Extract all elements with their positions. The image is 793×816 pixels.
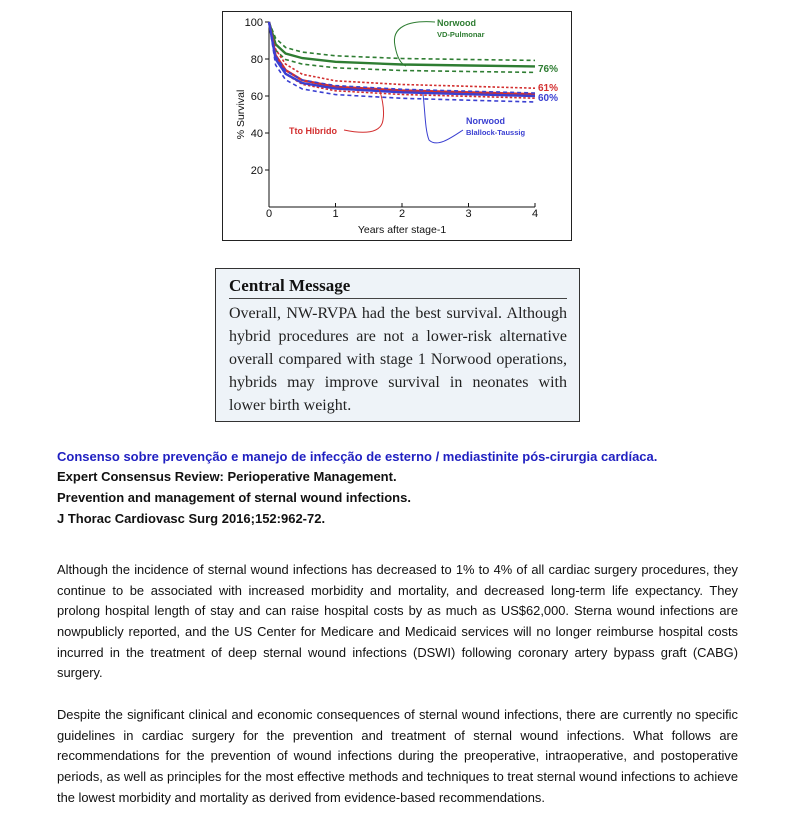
green-end-label: 76% <box>538 64 559 75</box>
reference-article-title: Prevention and management of sternal wound infections. <box>57 490 411 505</box>
y-axis-title: % Survival <box>235 89 247 140</box>
x-tick-label: 0 <box>265 208 273 220</box>
reference-review-type: Expert Consensus Review: Perioperative Management. <box>57 469 397 484</box>
survival-chart <box>222 11 572 241</box>
central-message-title: Central Message <box>229 276 567 299</box>
green-annotation-line2: VD-Pulmonar <box>437 30 485 39</box>
reference-journal: J Thorac Cardiovasc Surg 2016;152:962-72. <box>57 511 326 526</box>
blue-annotation-leader <box>423 94 463 143</box>
y-tick-label: 20 <box>250 165 263 177</box>
blue-annotation-line2: Blallock-Taussig <box>466 128 526 137</box>
survival-chart-svg <box>223 12 573 242</box>
green-annotation-line1: Norwood <box>437 18 476 28</box>
central-message-box <box>215 268 580 422</box>
x-tick-label: 1 <box>332 208 339 220</box>
green-upper-ci <box>269 22 535 60</box>
red-end-label: 61% <box>538 83 559 94</box>
y-tick-label: 100 <box>244 17 263 29</box>
blue-annotation-line1: Norwood <box>466 116 505 126</box>
x-tick-label: 3 <box>465 208 472 220</box>
paragraph-2: Despite the significant clinical and economic consequences of sternal wound infections, there are currently no specific guidelines in cardiac surgery for the prevention and treatment of sternal wound infections. What follows are recommendations for the prevention of wound infections during the preoperative, intraoperative, and postoperative periods, as well as principles for the most effective methods and techniques to treat sternal wound infections to achieve the lowest morbidity and mortality as derived from evidence-based recommendations. <box>57 706 738 805</box>
y-tick-label: 60 <box>250 91 263 103</box>
x-tick-label: 2 <box>398 208 406 220</box>
reference-portuguese-title: Consenso sobre prevenção e manejo de infecção de esterno / mediastinite pós-cirurgia cardíaca. <box>57 449 658 464</box>
blue-end-label: 60% <box>538 93 559 104</box>
x-tick-label: 4 <box>531 208 539 220</box>
y-tick-label: 40 <box>250 128 263 140</box>
red-annotation-label: Tto Híbrido <box>289 126 337 136</box>
central-message-body: Overall, NW-RVPA had the best survival. Although hybrid procedures are not a lower-risk alternative overall compared with stage 1 Norwood operations, hybrids may improve survival in neonates with lower birth weight. <box>229 305 567 414</box>
red-upper-ci <box>269 22 535 88</box>
x-axis-title: Years after stage-1 <box>357 224 447 236</box>
paragraph-1: Although the incidence of sternal wound infections has decreased to 1% to 4% of all cardiac surgery procedures, they continue to be associated with increased morbidity and mortality, and decreased long-term life expectancy. They prolong hospital length of stay and can raise hospital costs by as much as US$62,000. Sterna wound infections are nowpublicly reported, and the US Center for Medicare and Medicaid services will no longer reimburse hospital costs incurred in the treatment of deep sternal wound infections (DSWI) following coronary artery bypass graft (CABG) surgery. <box>57 561 738 681</box>
y-tick-label: 80 <box>250 54 263 66</box>
